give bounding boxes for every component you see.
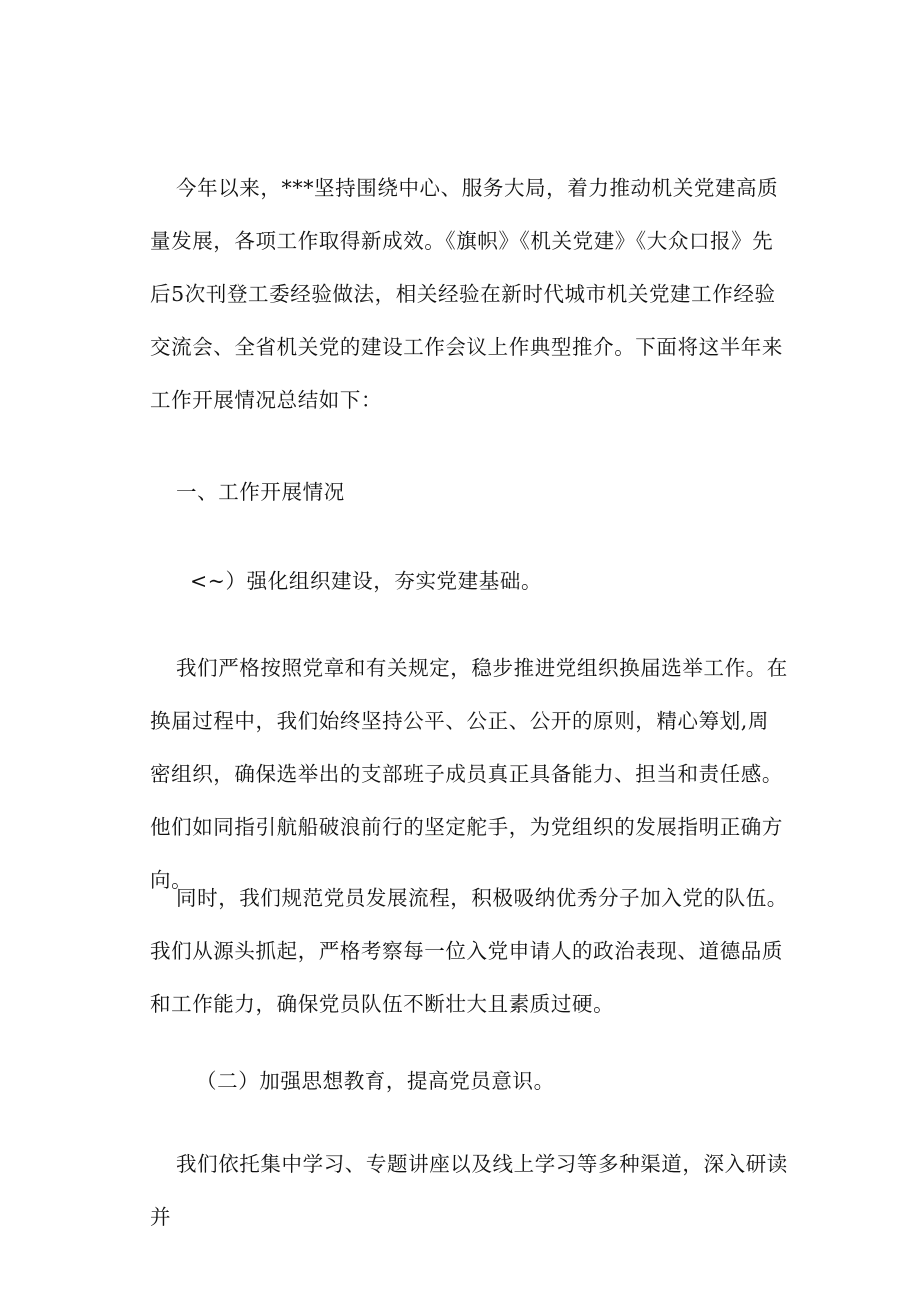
subsection-1-paragraph-1: 我们严格按照党章和有关规定，稳步推进党组织换届选举工作。在换届过程中，我们始终坚持公平、公正、公开的原则，精心筹划,周密组织，确保选举出的支部班子成员真正具备能力、担当和责任感。他们如同指引航船破浪前行的坚定舵手，为党组织的发展指明正确方向。: [150, 656, 788, 892]
subsection-heading-2: （二）加强思想教育，提高党员意识。: [196, 1069, 555, 1093]
subsection-1-paragraph-2: 同时，我们规范党员发展流程，积极吸纳优秀分子加入党的队伍。我们从源头抓起，严格考察每一位入党申请人的政治表现、道德品质和工作能力，确保党员队伍不断壮大且素质过硬。: [150, 886, 788, 1016]
intro-paragraph: 今年以来，***坚持围绕中心、服务大局，着力推动机关党建高质量发展，各项工作取得新成效。《旗帜》《机关党建》《大众口报》先后5次刊登工委经验做法，相关经验在新时代城市机关党建工作经验交流会、全省机关党的建设工作会议上作典型推介。下面将这半年来工作开展情况总结如下：: [150, 176, 783, 412]
subsection-2-paragraph-1: 我们依托集中学习、专题讲座以及线上学习等多种渠道，深入研读并: [150, 1152, 788, 1229]
subsection-heading-1: <~）强化组织建设，夯实党建基础。: [190, 569, 543, 593]
section-heading: 一、工作开展情况: [176, 480, 345, 504]
